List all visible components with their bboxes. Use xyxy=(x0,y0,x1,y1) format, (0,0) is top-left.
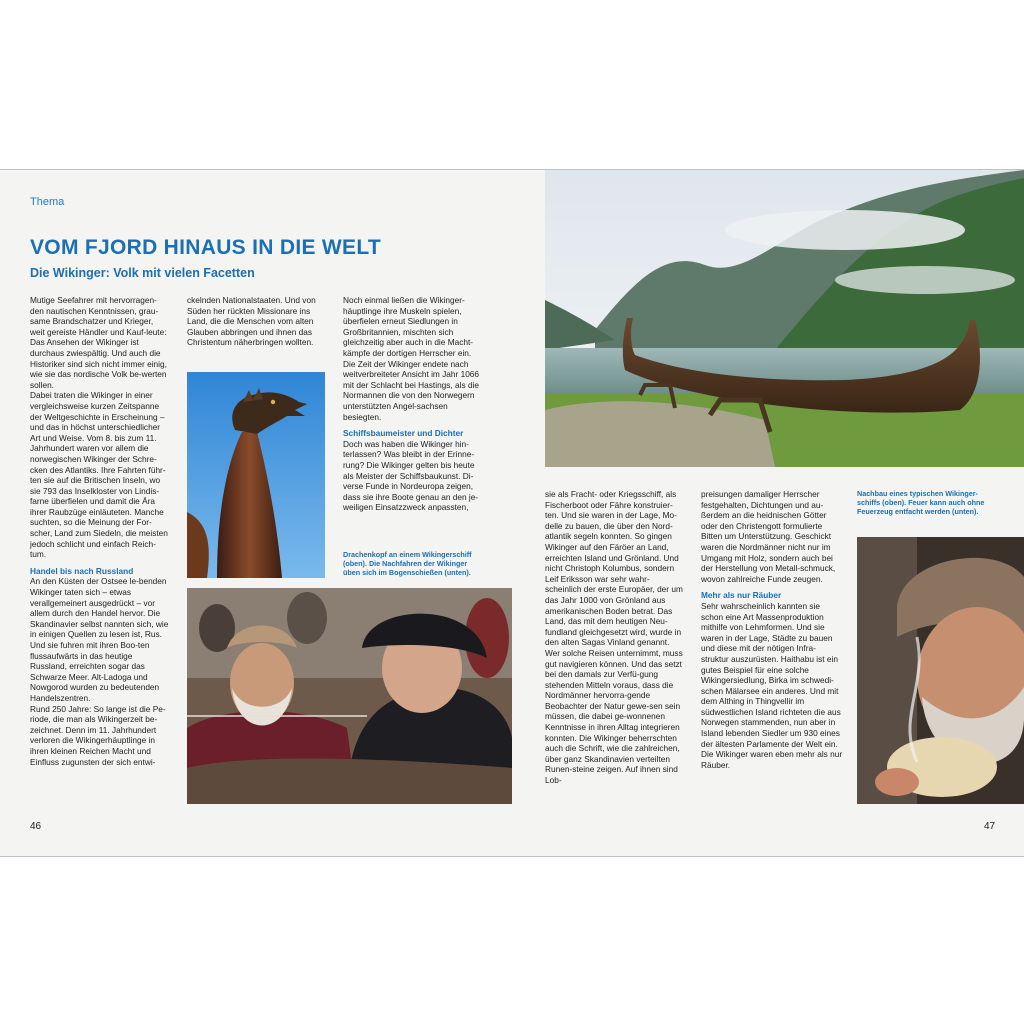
section-label: Thema xyxy=(30,196,65,208)
book-spread xyxy=(0,169,1024,857)
paragraph: Doch was haben die Wikinger hin-terlassen? Was bleibt in der Erinne-rung? Die Wikinger gelten bis heute als Meister der Schiffsbaukunst. Di-verse Funde in Nordeuropa zeigen, dass sie ihre Boote genau an den je-weiligen Einsatzzweck anpassten, xyxy=(343,438,479,513)
paragraph: Rund 250 Jahre: So lange ist die Pe-riode, die man als Wikingerzeit be-zeichnet. Denn im 11. Jahrhundert verloren die Wikingerhäuptlinge in ihren kleinen Reichen Macht und Einfluss zugunsten der sich entwi- xyxy=(30,703,166,767)
image-caption: Drachenkopf an einem Wikingerschiff (oben). Die Nachfahren der Wikinger üben sich im Bogenschießen (unten). xyxy=(343,550,472,577)
paragraph: ckelnden Nationalstaaten. Und von Süden her rückten Missionare ins Land, die die Menschen vom alten Glauben abbringen und ihnen das Christentum näherbringen wollten. xyxy=(187,295,316,348)
fjord-viking-ship-photo xyxy=(545,170,1024,467)
paragraph: An den Küsten der Ostsee le-benden Wikinger taten sich – etwas verallgemeinert ausgedrückt – vor allem durch den Handel hervor. Die Skandinavier selbst nannten sich, wie in einigen Quellen zu lesen ist, Rus. Und sie fuhren mit ihren Boo-ten flussaufwärts in das heutige Russland, erreichten sogar das Schwarze Meer. Alt-Ladoga und Nowgorod wurden zu bedeutenden Handelszentren. xyxy=(30,576,169,703)
paragraph: Noch einmal ließen die Wikinger-häuptlinge ihre Muskeln spielen, überfielen erneut Siedlungen in Großbritannien, mischten sich gleichzeitig aber auch in die Macht-kämpfe der dortigen Herrscher ein. Die Zeit der Wikinger endete nach weitverbreiteter Ansicht im Jahr 1066 mit der Schlacht bei Hastings, als die Normannen die von den Norwegern unterstützten Angel-sachsen besiegten. xyxy=(343,295,480,422)
text-column-5 xyxy=(701,489,843,770)
section-heading: Schiffsbaumeister und Dichter xyxy=(343,428,464,439)
text-column-4 xyxy=(545,489,685,786)
page-number: 47 xyxy=(984,821,996,832)
left-page xyxy=(0,170,513,856)
paragraph: Dabei traten die Wikinger in einer vergleichsweise kurzen Zeitspanne der Weltgeschichte in Erscheinung – und das in höchst unterschiedlicher Art und Weise. Vom 8. bis zum 11. Jahrhundert waren vor allem die norwegischen Wikinger der Schre-cken des Atlantiks. Ihre Fahrten führ-ten sie auf die Britischen Inseln, wo sie 793 das Inselkloster von Lindis-farne überfielen und damit die Ära ihrer Raubzüge einläuteten. Manche suchten, so die Meinung der For-scher, Land zum Siedeln, die meisten jedoch schlicht und einfach Reich-tum. xyxy=(30,390,168,560)
right-page xyxy=(512,170,1024,856)
text-column-3 xyxy=(343,295,483,513)
section-heading: Mehr als nur Räuber xyxy=(701,590,782,601)
paragraph: sie als Fracht- oder Kriegsschiff, als Fischerboot oder Fähre konstruier-ten. Und sie waren in der Lage, Mo-delle zu bauen, die über den Nord-atlantik segeln konnten. So gingen Wikinger auf den Färöer an Land, erreichten Island und Grönland. Und nicht Christoph Kolumbus, sondern Leif Eriksson war sehr wahr-scheinlich der erste Europäer, der um das Jahr 1000 von Grönland aus amerikanischen Boden betrat. Das Land, das mit dem heutigen Neu-fundland gleichgesetzt wird, wurde in den alten Sagas Vinland genannt. Wer solche Reisen unternimmt, muss gut navigieren können. Und das setzt bei den damals zur Verfü-gung stehenden Mitteln voraus, dass die Nordmänner hervorra-gende Beobachter der Natur gewe-sen sein müssen, die dabei ge-wonnenen Kenntnisse in ihren Alltag integrieren konnten. Die Wikinger beherrschten auch die Schrift, wie die zahlreichen, über ganz Skandinavien verteilten Runen-steine zeigen. Auf ihnen sind Lob- xyxy=(545,489,683,786)
paragraph: preisungen damaliger Herrscher festgehalten, Dichtungen und au-ßerdem an die heidnischen Götter oder den Christengott formulierte Bitten um Unterstützung. Geschickt waren die Nordmänner nicht nur im Umgang mit Holz, sondern auch bei der Herstellung von Metall-schmuck, wovon zahlreiche Funde zeugen. xyxy=(701,489,836,584)
page-number: 46 xyxy=(30,821,42,832)
page-subtitle: Die Wikinger: Volk mit vielen Facetten xyxy=(30,266,255,280)
section-heading: Handel bis nach Russland xyxy=(30,565,134,576)
dragon-head-photo xyxy=(187,372,325,578)
archers-photo xyxy=(187,588,513,804)
fire-making-photo xyxy=(857,537,1024,804)
text-column-2 xyxy=(187,295,327,348)
page-title: VOM FJORD HINAUS IN DIE WELT xyxy=(30,236,382,259)
text-column-1 xyxy=(30,295,170,767)
paragraph: Sehr wahrscheinlich kannten sie schon eine Art Massenproduktion mithilfe von Lehmformen. Und sie waren in der Lage, Städte zu bauen und diese mit der nötigen Infra-struktur auszurüsten. Haithabu ist ein gutes Beispiel für eine solche Wikingersiedlung, Birka im schwedi-schen Mälarsee ein anderes. Und mit dem Althing in Thingvellir im südwestlichen Island richteten die aus Norwegen stammenden, nun aber in Island lebenden Siedler um 930 eines der ältesten Parlamente der Welt ein. Die Wikinger waren eben mehr als nur Räuber. xyxy=(701,600,843,770)
paragraph: Mutige Seefahrer mit hervorragen-den nautischen Kenntnissen, grau-same Brandschatzer und Krieger, weit gereiste Händler und Kauf-leute: Das Ansehen der Wikinger ist durchaus zwiespältig. Und auch die Historiker sind sich nicht immer einig, wie sie das nordische Volk be-werten sollen. xyxy=(30,295,167,390)
image-caption: Nachbau eines typischen Wikinger-schiffs (oben). Feuer kann auch ohne Feuerzeug entfacht werden (unten). xyxy=(857,489,985,516)
